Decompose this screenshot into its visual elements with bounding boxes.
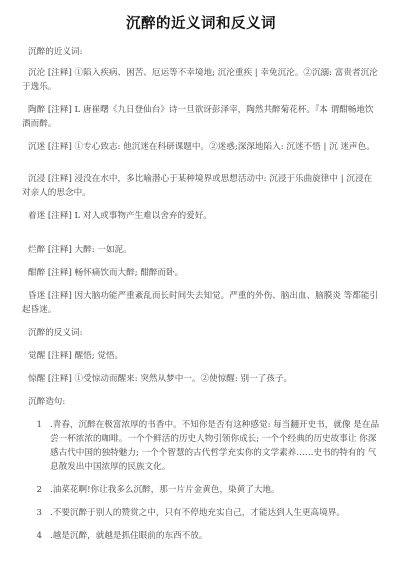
- synonyms-heading: 沉醉的近义词:: [28, 47, 83, 57]
- antonyms-heading: 沉醉的反义词:: [28, 328, 83, 338]
- example-number: 2: [36, 485, 42, 495]
- entry-chenjin: 沉浸 [注释] 浸没在水中，多比喻潜心于某种境界或思想活动中: 沉浸于乐曲旋律中 | 沉浸在对亲人的思念中。: [22, 174, 373, 198]
- page-title: 沉醉的近义词和反义词: [126, 15, 276, 32]
- entry-hanzui: 酣醉 [注释] 畅怀痛饮而大醉; 酣醉而卧。: [28, 268, 184, 278]
- example-item: [22, 483, 380, 497]
- entry-taozui: 陶醉 [注释] L 唐崔曙《九日登仙台》诗一旦欲讶彭泽宰，陶然共醉菊花杯。『本 谓酣畅地饮酒而醉。: [22, 105, 374, 129]
- example-text: .越是沉醉，就越是抓住眼前的东西不放。: [50, 531, 208, 541]
- example-item: [22, 506, 380, 520]
- example-text: .不要沉醉于别人的赞赏之中，只有不停地充实自己，才能达到人生更高境界。: [50, 508, 345, 518]
- example-number: 3: [36, 508, 42, 518]
- entry-jingxing: 惊醒 [注释] ①受惊动而醒来: 突然从梦中一。②使惊醒: 别一了孩子。: [28, 374, 293, 384]
- entry-chenmi: 沉迷 [注释] ①专心致志: 他沉迷在科研课题中。②迷惑;深深地陷入: 沉迷不悟 | 沉 迷声色。: [28, 142, 375, 152]
- entry-chenlun: 沉沦 [注释] ①陷入疾病、困苦、厄运等不幸境地; 沉沦重疾 | 幸免沉沦。②沉溺: 富贵者沉沦于逸乐。: [22, 68, 378, 92]
- entry-hunmi: 昏迷 [注释] 因大脑功能严重紊乱而长时间失去知觉。严重的外伤、脑出血、脑膜炎 等都能引起昏迷。: [22, 291, 379, 315]
- example-item: [22, 418, 380, 474]
- example-text: .青春，沉醉在极富浓厚的书香中。不知你是否有这种感觉: 每当翻开史书，就像 是在品尝一杯浓浓的咖啡。一个个鲜活的历史人物引领你成长; 一个个经典的历史故事让 你深感古代中国的独特魅力; 一个个智慧的古代哲学充实你的文学素养……史书的特有的 气息散发出中国浓厚的民族文化。: [50, 420, 380, 472]
- example-number: 4: [36, 531, 42, 541]
- entry-lanzui: 烂醉 [注释] 大醉: 一如泥。: [28, 245, 132, 255]
- example-item: [22, 529, 380, 543]
- example-number: 1: [36, 420, 42, 430]
- examples-heading: 沉醉造句:: [28, 397, 66, 407]
- example-text: .油菜花啊!你让我多么沉醉，那一片片金黄色，染黄了大地。: [50, 485, 280, 495]
- entry-zhaomi: 着迷 [注释] L 对人或事物产生难以舍弃的爱好。: [28, 211, 212, 221]
- entry-juexing: 觉醒 [注释] 醒悟; 觉悟。: [28, 351, 124, 361]
